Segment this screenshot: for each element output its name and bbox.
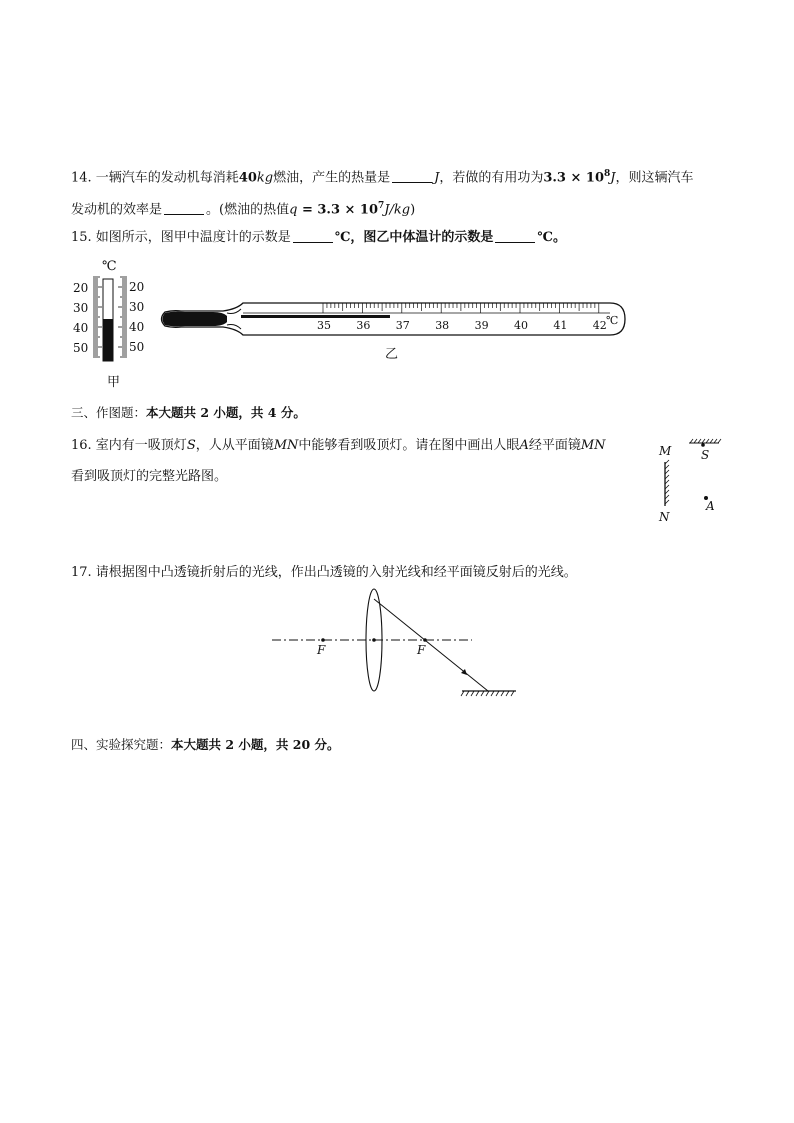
- q17-text: 17. 请根据图中凸透镜折射后的光线，作出凸透镜的入射光线和经平面镜反射后的光线。: [71, 565, 577, 580]
- section-4-text: 本大题共 2 小题，共 20 分。: [171, 737, 340, 752]
- section-3-text: 本大题共 2 小题，共 4 分。: [146, 405, 306, 420]
- q14-answer-blank-efficiency[interactable]: [164, 201, 204, 215]
- yi-label-41: 41: [553, 319, 568, 332]
- yi-label-36: 36: [356, 319, 371, 332]
- q16-text-4: 经平面镜: [528, 438, 581, 453]
- jia-caption: 甲: [107, 375, 121, 390]
- q15-text-1: 15. 如图所示，图甲中温度计的示数是: [71, 230, 291, 245]
- focus-left-point: [321, 638, 325, 642]
- q15-line: [71, 229, 566, 247]
- q16-fig-a-label: A: [706, 499, 715, 513]
- yi-label-35: 35: [317, 319, 331, 332]
- q14-line1: [71, 165, 694, 187]
- q16-text-1: 16. 室内有一吸顶灯: [71, 438, 187, 453]
- yi-mercury-column: [241, 315, 390, 318]
- q17-line: [71, 564, 577, 582]
- q16-mn2: MN: [580, 438, 606, 453]
- q14-line2-text-2: 。(燃油的热值: [206, 202, 290, 218]
- q15-answer-blank-jia[interactable]: [293, 229, 333, 243]
- lens-center-point: [372, 638, 376, 642]
- q14-work-unit: J: [610, 170, 616, 186]
- jia-left-label-20: 20: [73, 281, 89, 295]
- q16-mirror-figure: [655, 438, 735, 528]
- q14-work-coef: 3.3 × 10: [543, 170, 605, 186]
- q15-answer-blank-yi[interactable]: [495, 229, 535, 243]
- q16-fig-n-label: N: [659, 510, 670, 524]
- q16-a: A: [519, 438, 529, 453]
- yi-unit-label: ℃: [606, 314, 619, 327]
- jia-left-labels: [73, 281, 88, 355]
- jia-right-label-50: 50: [129, 340, 145, 354]
- q14-q-symbol: q: [289, 202, 298, 218]
- jia-liquid-column: [103, 319, 113, 361]
- q16-line2-text: 看到吸顶灯的完整光路图。: [71, 469, 228, 484]
- q15-text-3: ℃。: [537, 230, 566, 245]
- yi-caption: 乙: [385, 347, 399, 362]
- q14-text-2: 燃油，产生的热量是: [273, 170, 391, 186]
- thermometer-yi-figure: [155, 295, 635, 365]
- plane-mirror-hatching: [461, 691, 514, 696]
- yi-label-39: 39: [474, 319, 489, 332]
- refracted-ray: [374, 599, 488, 691]
- yi-label-38: 38: [435, 319, 450, 332]
- q14-line2-text-1: 发动机的效率是: [71, 202, 163, 218]
- q14-work-exp: 8: [604, 169, 611, 179]
- section-3-number: 三、作图题：: [71, 405, 147, 420]
- q14-mass-unit: kg: [256, 170, 274, 186]
- q16-fig-s-label: S: [701, 448, 710, 462]
- q14-answer-blank-heat[interactable]: [392, 169, 432, 183]
- q14-q-unit: J/kg: [384, 202, 411, 218]
- q15-text-2: ℃，图乙中体温计的示数是: [334, 230, 494, 245]
- q14-line2-close: ): [410, 202, 416, 218]
- q17-lens-figure: [270, 585, 530, 705]
- yi-label-42: 42: [592, 319, 607, 332]
- section-4-heading: [71, 736, 340, 754]
- yi-bulb: [163, 312, 228, 327]
- thermometer-jia-figure: [68, 255, 158, 395]
- yi-label-37: 37: [395, 319, 410, 332]
- jia-right-labels: [129, 280, 144, 354]
- jia-right-label-20: 20: [129, 280, 145, 294]
- q14-line2: [71, 197, 415, 219]
- focus-right-label: F: [417, 643, 426, 657]
- q14-text-3: ，若做的有用功为: [439, 170, 544, 186]
- jia-left-label-30: 30: [73, 301, 89, 315]
- q16-mn: MN: [273, 438, 299, 453]
- jia-unit-label: ℃: [102, 259, 117, 274]
- yi-label-40: 40: [514, 319, 528, 332]
- q14-text-1: 14. 一辆汽车的发动机每消耗: [71, 170, 239, 186]
- q14-q-value: = 3.3 × 10: [297, 202, 379, 218]
- jia-left-label-50: 50: [73, 341, 89, 355]
- focus-left-label: F: [317, 643, 326, 657]
- jia-left-label-40: 40: [73, 321, 89, 335]
- ceiling-hatching: [690, 439, 721, 443]
- q16-text-3: 中能够看到吸顶灯。请在图中画出人眼: [298, 438, 520, 453]
- q16-s: S: [186, 438, 196, 453]
- q16-text-2: ，人从平面镜: [195, 438, 274, 453]
- jia-right-label-30: 30: [129, 300, 145, 314]
- section-3-heading: [71, 404, 306, 422]
- section-4-number: 四、实验探究题：: [71, 737, 172, 752]
- lamp-s-point: [701, 443, 705, 447]
- q14-q-exp: 7: [378, 201, 385, 211]
- q16-line1: [71, 437, 606, 455]
- q14-text-4: ，则这辆汽车: [615, 170, 694, 186]
- q14-heat-unit: J: [434, 170, 440, 186]
- q14-mass: 40: [238, 170, 257, 186]
- q16-line2: [71, 468, 227, 486]
- jia-right-label-40: 40: [129, 320, 145, 334]
- q16-fig-m-label: M: [659, 444, 672, 458]
